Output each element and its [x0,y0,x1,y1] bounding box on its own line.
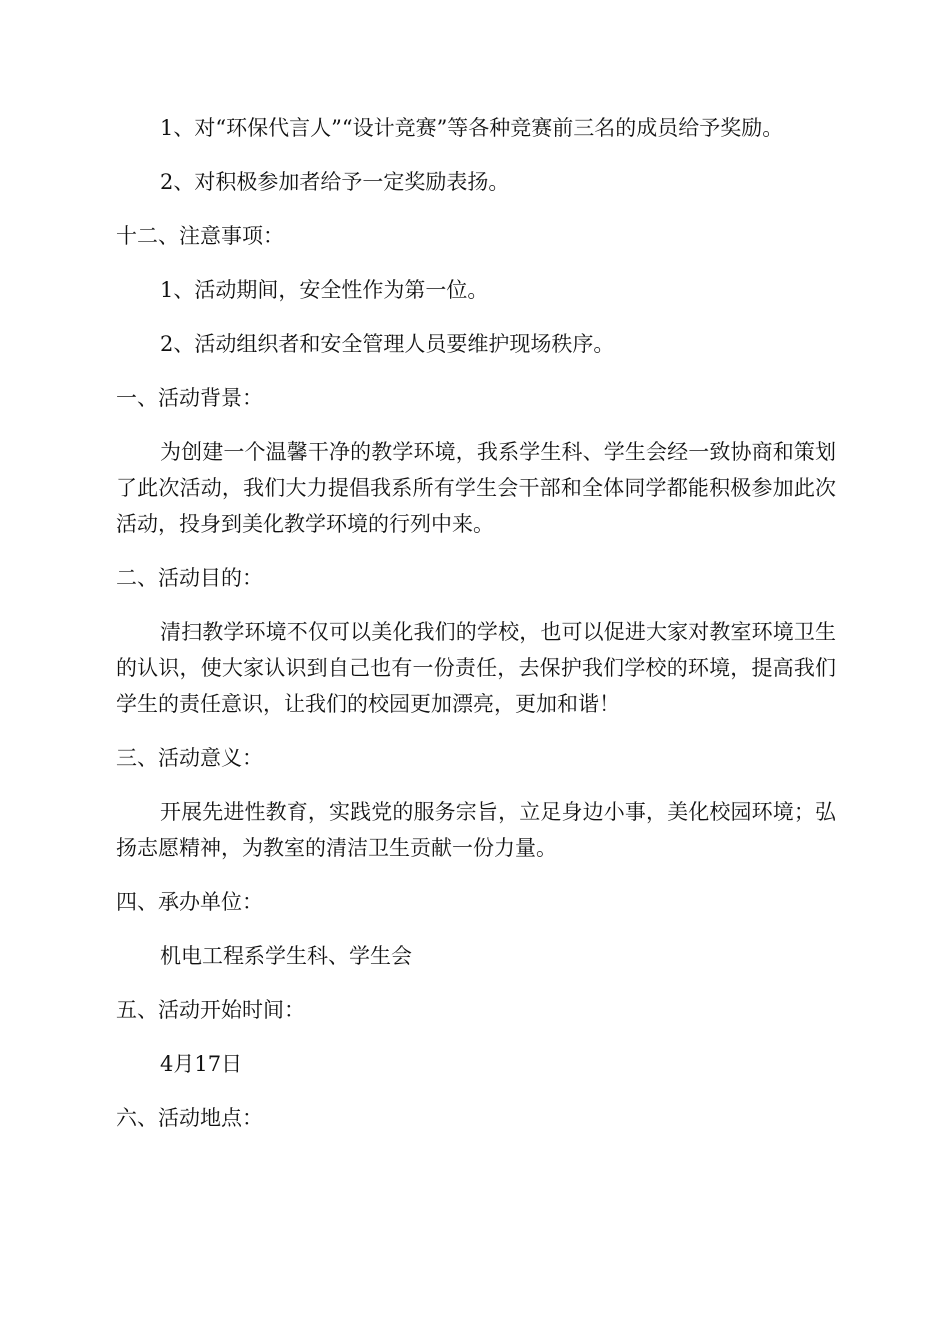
heading-location: 六、活动地点： [116,1106,263,1130]
paragraph-notes-2: 2、活动组织者和安全管理人员要维护现场秩序。 [160,332,615,356]
paragraph-significance: 开展先进性教育，实践党的服务宗旨，立足身边小事，美化校园环境；弘扬志愿精神，为教室的清洁卫生贡献一份力量。 [116,800,836,860]
paragraph-organizer: 机电工程系学生科、学生会 [160,944,412,968]
heading-notes: 十二、注意事项： [116,224,284,248]
paragraph-notes-1: 1、活动期间，安全性作为第一位。 [160,278,489,302]
paragraph-award-2: 2、对积极参加者给予一定奖励表扬。 [160,170,510,194]
heading-background: 一、活动背景： [116,386,263,410]
paragraph-background: 为创建一个温馨干净的教学环境，我系学生科、学生会经一致协商和策划了此次活动，我们大力提倡我系所有学生会干部和全体同学都能积极参加此次活动，投身到美化教学环境的行列中来。 [116,440,836,536]
paragraph-purpose: 清扫教学环境不仅可以美化我们的学校，也可以促进大家对教室环境卫生的认识，使大家认识到自己也有一份责任，去保护我们学校的环境，提高我们学生的责任意识，让我们的校园更加漂亮，更加和谐！ [116,620,836,716]
heading-organizer: 四、承办单位： [116,890,263,914]
paragraph-award-1: 1、对“环保代言人”“设计竞赛”等各种竞赛前三名的成员给予奖励。 [160,116,784,140]
document-body [116,110,836,1154]
heading-purpose: 二、活动目的： [116,566,263,590]
heading-significance: 三、活动意义： [116,746,263,770]
paragraph-start-time: 4月17日 [160,1052,243,1076]
heading-start-time: 五、活动开始时间： [116,998,305,1022]
